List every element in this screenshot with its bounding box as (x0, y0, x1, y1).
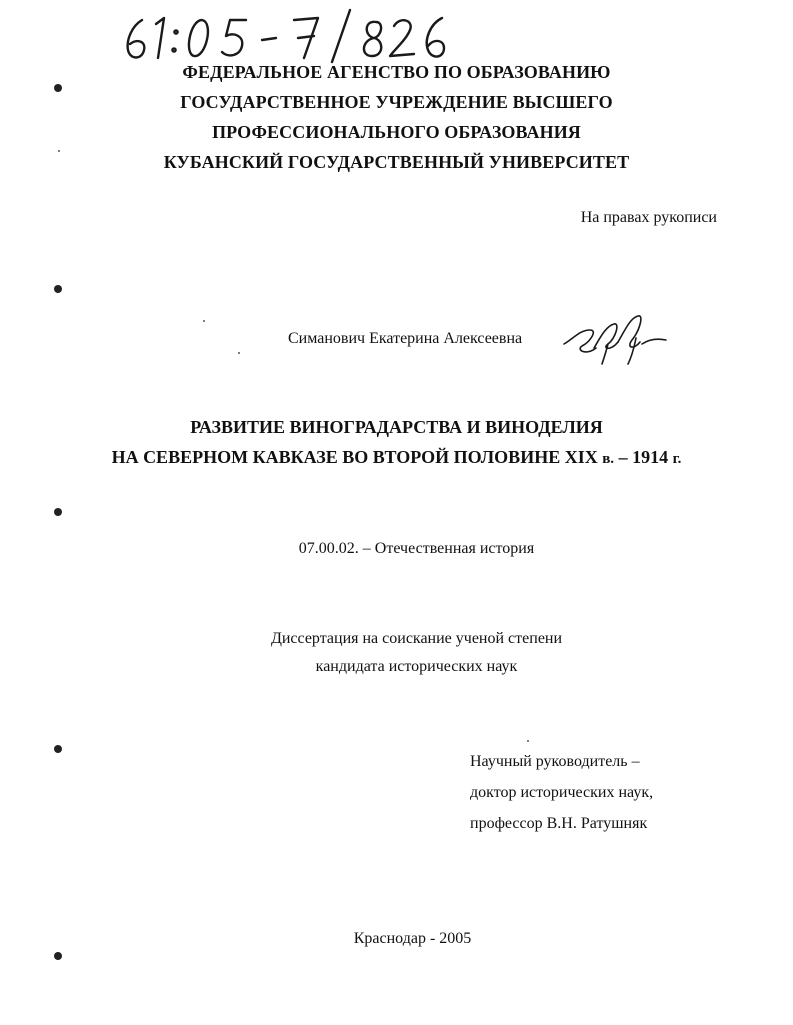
scan-speck-2 (238, 352, 240, 354)
title-line-2-century-abbr: в. (602, 451, 615, 467)
rights-note: На правах рукописи (580, 209, 717, 226)
margin-dot-2 (54, 285, 62, 293)
org-line-3: ПРОФЕССИОНАЛЬНОГО ОБРАЗОВАНИЯ (212, 122, 581, 142)
organization-header (0, 57, 793, 177)
specialty-code: 07.00.02. – Отечественная история (298, 540, 535, 557)
scan-speck-3 (527, 740, 529, 742)
author-name: Симанович Екатерина Алексеевна (288, 330, 523, 347)
title-line-2 (0, 442, 793, 474)
author-signature (560, 308, 670, 368)
margin-dot-3 (54, 508, 62, 516)
supervisor-line-3: профессор В.Н. Ратушняк (470, 815, 648, 832)
title-line-1: РАЗВИТИЕ ВИНОГРАДАРСТВА И ВИНОДЕЛИЯ (190, 417, 603, 437)
org-line-4: КУБАНСКИЙ ГОСУДАРСТВЕННЫЙ УНИВЕРСИТЕТ (163, 152, 630, 172)
org-line-1: ФЕДЕРАЛЬНОЕ АГЕНСТВО ПО ОБРАЗОВАНИЮ (182, 62, 611, 82)
title-line-2-main: НА СЕВЕРНОМ КАВКАЗЕ ВО ВТОРОЙ ПОЛОВИНЕ XIX (111, 447, 598, 467)
margin-dot-4 (54, 745, 62, 753)
city-year: Краснодар - 2005 (353, 930, 472, 947)
degree-line-2: кандидата исторических наук (315, 658, 518, 675)
title-line-2-year-abbr: г. (672, 451, 682, 467)
title-line-2-dash: – (618, 447, 628, 467)
degree-statement (20, 625, 793, 681)
supervisor-line-2: доктор исторических наук, (470, 784, 654, 801)
supervisor-line-1: Научный руководитель – (470, 753, 640, 770)
org-line-2: ГОСУДАРСТВЕННОЕ УЧРЕЖДЕНИЕ ВЫСШЕГО (180, 92, 613, 112)
margin-dot-5 (54, 952, 62, 960)
supervisor-block (470, 746, 653, 839)
scan-speck-1 (203, 320, 205, 322)
dissertation-title (0, 412, 793, 474)
title-line-2-year: 1914 (632, 447, 669, 467)
degree-line-1: Диссертация на соискание ученой степени (270, 630, 563, 647)
